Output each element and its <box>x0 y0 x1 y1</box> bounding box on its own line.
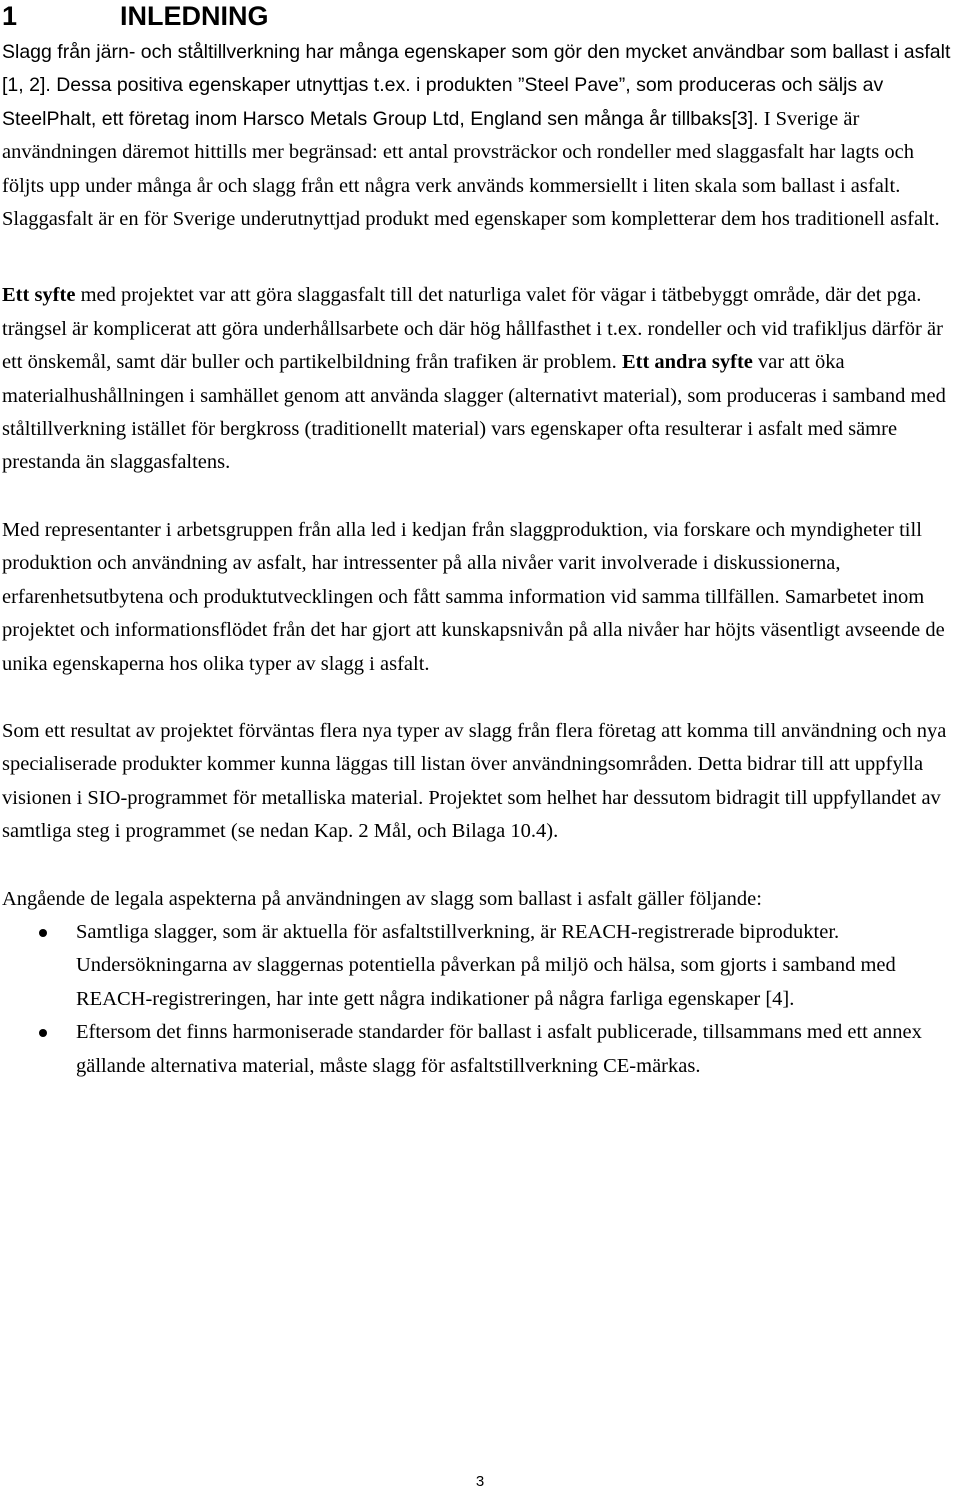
purpose-two-label: Ett andra syfte <box>621 351 753 374</box>
section-number: 1 <box>2 1 18 31</box>
paragraph-results: Som ett resultat av projektet förväntas flera nya typer av slagg från flera företag att komma till användning och nya specialiserade produkter kommer kunna läggas till listan över användningsområden. Detta bidrar till att uppfylla visionen i SIO-programmet för metalliska material. Projektet som helhet har dessutom bidragit till uppfyllandet av samtliga steg i programmet (se nedan Kap. 2 Mål, och Bilaga 10.4). <box>2 719 947 843</box>
list-item-text: Samtliga slagger, som är aktuella för asfaltstillverkning, är REACH-registrerade biprodukter. Undersökningarna av slaggernas potentiella påverkan på miljö och hälsa, som gjorts i samband med REACH-registreringen, har inte gett några indikationer på några farliga egenskaper [4]. <box>76 920 896 1010</box>
purpose-two-text: var att öka materialhushållningen i samhället genom att använda slagger (alternativt material), som produceras i samband med ståltillverkning istället för bergkross (traditionellt material) vars egenskaper ofta resulterar i asfalt med sämre prestanda än slaggasfaltens. <box>2 351 946 474</box>
paragraph-legal-intro: Angående de legala aspekterna på användningen av slagg som ballast i asfalt gäller följande: <box>2 887 762 910</box>
section-heading <box>2 0 956 32</box>
purpose-one-label: Ett syfte <box>2 284 76 307</box>
list-item <box>2 916 956 1016</box>
paragraph-working-group: Med representanter i arbetsgruppen från alla led i kedjan från slaggproduktion, via forskare och myndigheter till produktion och användning av asfalt, har intressenter på alla nivåer varit involverade i diskussionerna, erfarenhetsutbytena och produktutvecklingen och fått samma information vid samma tillfällen. Samarbetet inom projektet och informationsflödet från det har gjort att kunskapsnivån på alla nivåer har höjts väsentligt avseende de unika egenskaperna hos olika typer av slagg i asfalt. <box>2 518 945 675</box>
paragraph-intro <box>2 36 956 236</box>
purpose-one-text: med projektet var att göra slaggasfalt till det naturliga valet för vägar i tätbebyggt område, där det pga. trängsel är komplicerat att göra underhållsarbete och där hög hållfasthet i t.ex. rondeller och vid trafikljus därför är ett önskemål, samt där buller och partikelbildning från trafiken är problem. <box>2 284 943 374</box>
bullet-icon <box>39 929 47 937</box>
page-number: 3 <box>475 1473 485 1490</box>
list-item-text: Eftersom det finns harmoniserade standarder för ballast i asfalt publicerade, tillsammans med ett annex gällande alternativa material, måste slagg för asfaltstillverkning CE-märkas. <box>76 1021 922 1077</box>
bullet-icon <box>39 1029 47 1037</box>
paragraph-purpose <box>2 279 956 479</box>
section-title: INLEDNING <box>120 1 269 31</box>
legal-aspects-list <box>2 916 956 1083</box>
list-item <box>2 1016 956 1083</box>
paragraph-intro-rest: I Sverige är användningen däremot hittills mer begränsad: ett antal provsträckor och rondeller med slaggasfalt har lagts och följts upp under många år och slagg från ett några verk används kommersiellt i liten skala som ballast i asfalt. Slaggasfalt är en för Sverige underutnyttjad produkt med egenskaper som kompletterar dem hos traditionell asfalt. <box>2 107 940 231</box>
paragraph-intro-sans: Slagg från järn- och ståltillverkning har många egenskaper som gör den mycket användbar som ballast i asfalt [1, 2]. Dessa positiva egenskaper utnyttjas t.ex. i produkten ”Steel Pave”, som produceras och säljs av SteelPhalt, ett företag inom Harsco Metals Group Ltd, England sen många år tillbaks[3]. <box>2 41 951 130</box>
